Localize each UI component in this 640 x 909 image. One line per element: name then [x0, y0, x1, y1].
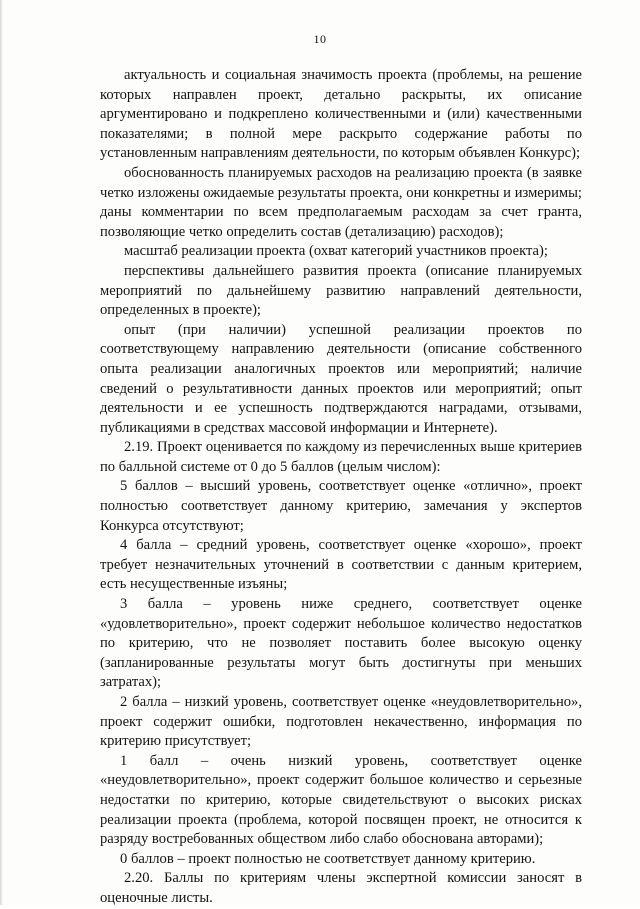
paragraph-criterion-prospects: перспективы дальнейшего развития проекта (описание планируемых мероприятий по дальнейшему развитию направлений деятельности, определенных в проекте); [100, 262, 582, 319]
paragraph-score-1: 1 балл – очень низкий уровень, соответствует оценке «неудовлетворительно», проект содержит большое количество и серьезные недостатки по критерию, которые свидетельствуют о высоких рисках реализации проекта (проблема, которой посвящен проект, не относится к разряду востребованных обществом либо слабо обоснована авторами); [100, 752, 582, 848]
paragraph-score-0: 0 баллов – проект полностью не соответствует данному критерию. [120, 850, 536, 867]
document-body [100, 66, 582, 909]
paragraph-criterion-experience: опыт (при наличии) успешной реализации проектов по соответствующему направлению деятельности (описание собственного опыта реализации аналогичных проектов или мероприятий; наличие сведений о результативности данных проектов или мероприятий; опыт деятельности и ее успешность подтверждаются наградами, отзывами, публикациями в средствах массовой информации и Интернете). [100, 321, 582, 436]
paragraph-score-2: 2 балла – низкий уровень, соответствует оценке «неудовлетворительно», проект содержит ошибки, подготовлен некачественно, информация по критерию присутствует; [100, 694, 582, 750]
paragraph-criterion-costs: обоснованность планируемых расходов на реализацию проекта (в заявке четко изложены ожидаемые результаты проекта, они конкретны и измеримы; даны комментарии по всем предполагаемым расходам за счет гранта, позволяющие четко определить состав (детализацию) расходов); [100, 164, 582, 240]
page-number: 10 [313, 32, 327, 46]
paragraph-clause-2-19: 2.19. Проект оценивается по каждому из перечисленных выше критериев по балльной системе от 0 до 5 баллов (целым числом): [100, 439, 582, 475]
paragraph-criterion-scale: масштаб реализации проекта (охват категорий участников проекта); [124, 243, 548, 260]
paragraph-clause-2-20: 2.20. Баллы по критериям члены экспертной комиссии заносят в оценочные листы. [100, 870, 582, 906]
scan-edge-shadow [0, 0, 3, 905]
paragraph-score-5: 5 баллов – высший уровень, соответствует оценке «отлично», проект полностью соответствует данному критерию, замечания у экспертов Конкурса отсутствуют; [100, 478, 582, 534]
paragraph-score-4: 4 балла – средний уровень, соответствует оценке «хорошо», проект требует незначительных уточнений в соответствии с данным критерием, есть несущественные изъяны; [100, 537, 582, 593]
paragraph-criterion-relevance: актуальность и социальная значимость проекта (проблемы, на решение которых направлен проект, детально раскрыты, их описание аргументировано и подкреплено количественными и (или) качественными показателями; в полной мере раскрыто содержание работы по установленным направлениям деятельности, по которым объявлен Конкурс); [100, 67, 582, 162]
paragraph-score-3: 3 балла – уровень ниже среднего, соответствует оценке «удовлетворительно», проект содержит небольшое количество недостатков по критерию, что не позволяет поставить более высокую оценку (запланированные результаты могут быть достигнуты при меньших затратах); [100, 596, 582, 691]
